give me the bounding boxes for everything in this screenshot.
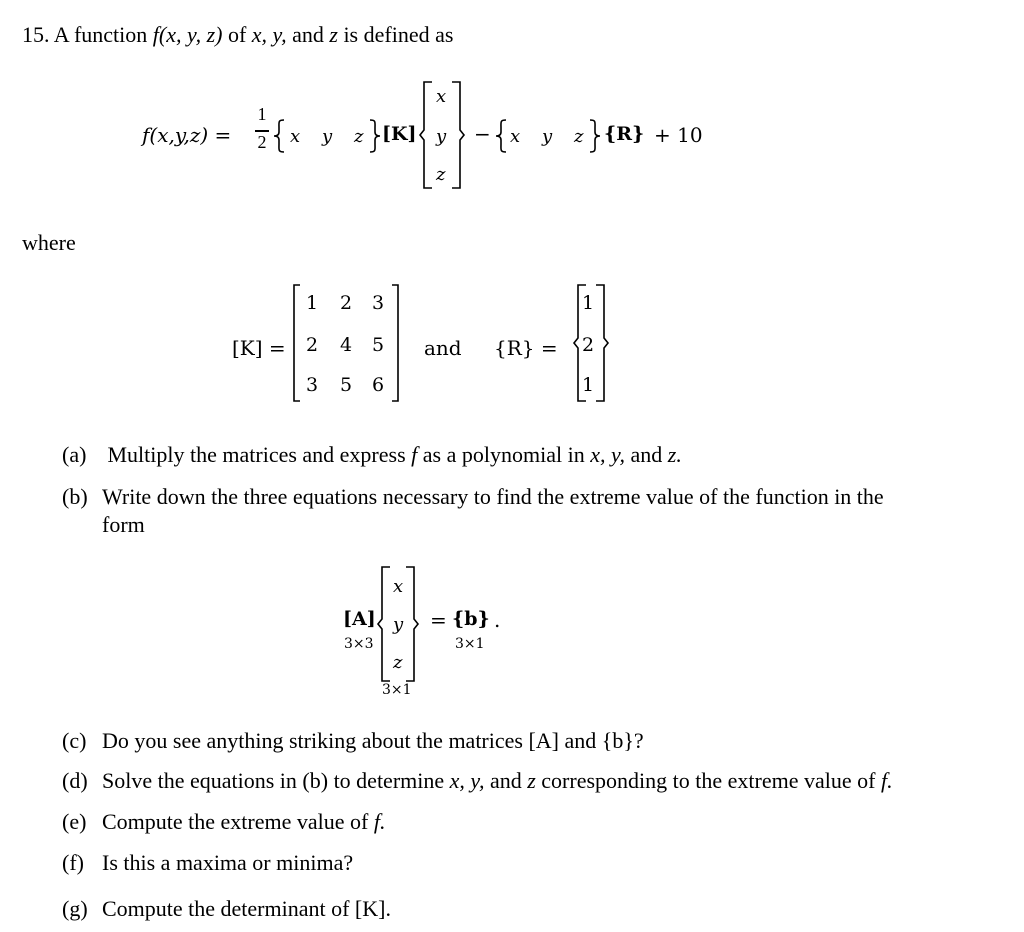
problem-heading: 15. A function f(x, y, z) of x, y, and z is defined as <box>22 22 454 47</box>
K-cell: 5 <box>371 334 385 356</box>
left-brace-icon <box>494 118 508 154</box>
R-cell: 1 <box>581 292 595 314</box>
fraction-numerator: 1 <box>257 104 267 124</box>
K-cell: 3 <box>371 292 385 314</box>
right-brace-icon <box>368 118 382 154</box>
vector-R-symbol: {R} <box>604 123 645 145</box>
fraction-denominator: 2 <box>257 132 267 152</box>
part-g: (g) Compute the determinant of [K]. <box>62 896 391 921</box>
part-b: (b) Write down the three equations necessary to find the extreme value of the function in the <box>62 484 884 509</box>
right-bracket-icon <box>390 284 400 402</box>
right-brace-icon <box>588 118 602 154</box>
and-word: and <box>424 336 462 360</box>
where-label: where <box>22 230 76 255</box>
b-dimension: 3×1 <box>455 636 485 652</box>
matrix-K-symbol: [K] <box>382 123 417 145</box>
part-f: (f) Is this a maxima or minima? <box>62 850 354 875</box>
K-cell: 2 <box>339 292 353 314</box>
left-brace-icon <box>418 80 434 190</box>
K-label: [K] = <box>232 336 286 360</box>
matrix-A-symbol: [A] <box>343 608 376 630</box>
part-c: (c) Do you see anything striking about the matrices [A] and {b}? <box>62 728 644 753</box>
part-b-continued: form <box>102 512 145 537</box>
part-e: (e) Compute the extreme value of f. <box>62 809 386 834</box>
A-dimension: 3×3 <box>344 636 374 652</box>
K-cell: 6 <box>371 374 385 396</box>
right-brace-icon <box>450 80 466 190</box>
K-cell: 3 <box>305 374 319 396</box>
K-cell: 4 <box>339 334 353 356</box>
left-brace-icon <box>376 566 392 682</box>
R-cell: 1 <box>581 374 595 396</box>
part-d: (d) Solve the equations in (b) to determine x, y, and z corresponding to the extreme value of f. <box>62 768 893 793</box>
vector-b-symbol: {b} <box>452 608 490 630</box>
part-a: (a) Multiply the matrices and express f as a polynomial in x, y, and z. <box>62 442 682 467</box>
K-cell: 2 <box>305 334 319 356</box>
right-brace-icon <box>594 284 610 402</box>
R-label: {R} = <box>494 336 558 360</box>
left-brace-icon <box>272 118 286 154</box>
vector-dimension: 3×1 <box>382 682 412 698</box>
problem-number: 15. <box>22 22 50 47</box>
R-cell: 2 <box>581 334 595 356</box>
K-cell: 1 <box>305 292 319 314</box>
right-brace-icon <box>404 566 420 682</box>
K-cell: 5 <box>339 374 353 396</box>
equation-lhs: f(x,y,z) = <box>142 123 232 147</box>
